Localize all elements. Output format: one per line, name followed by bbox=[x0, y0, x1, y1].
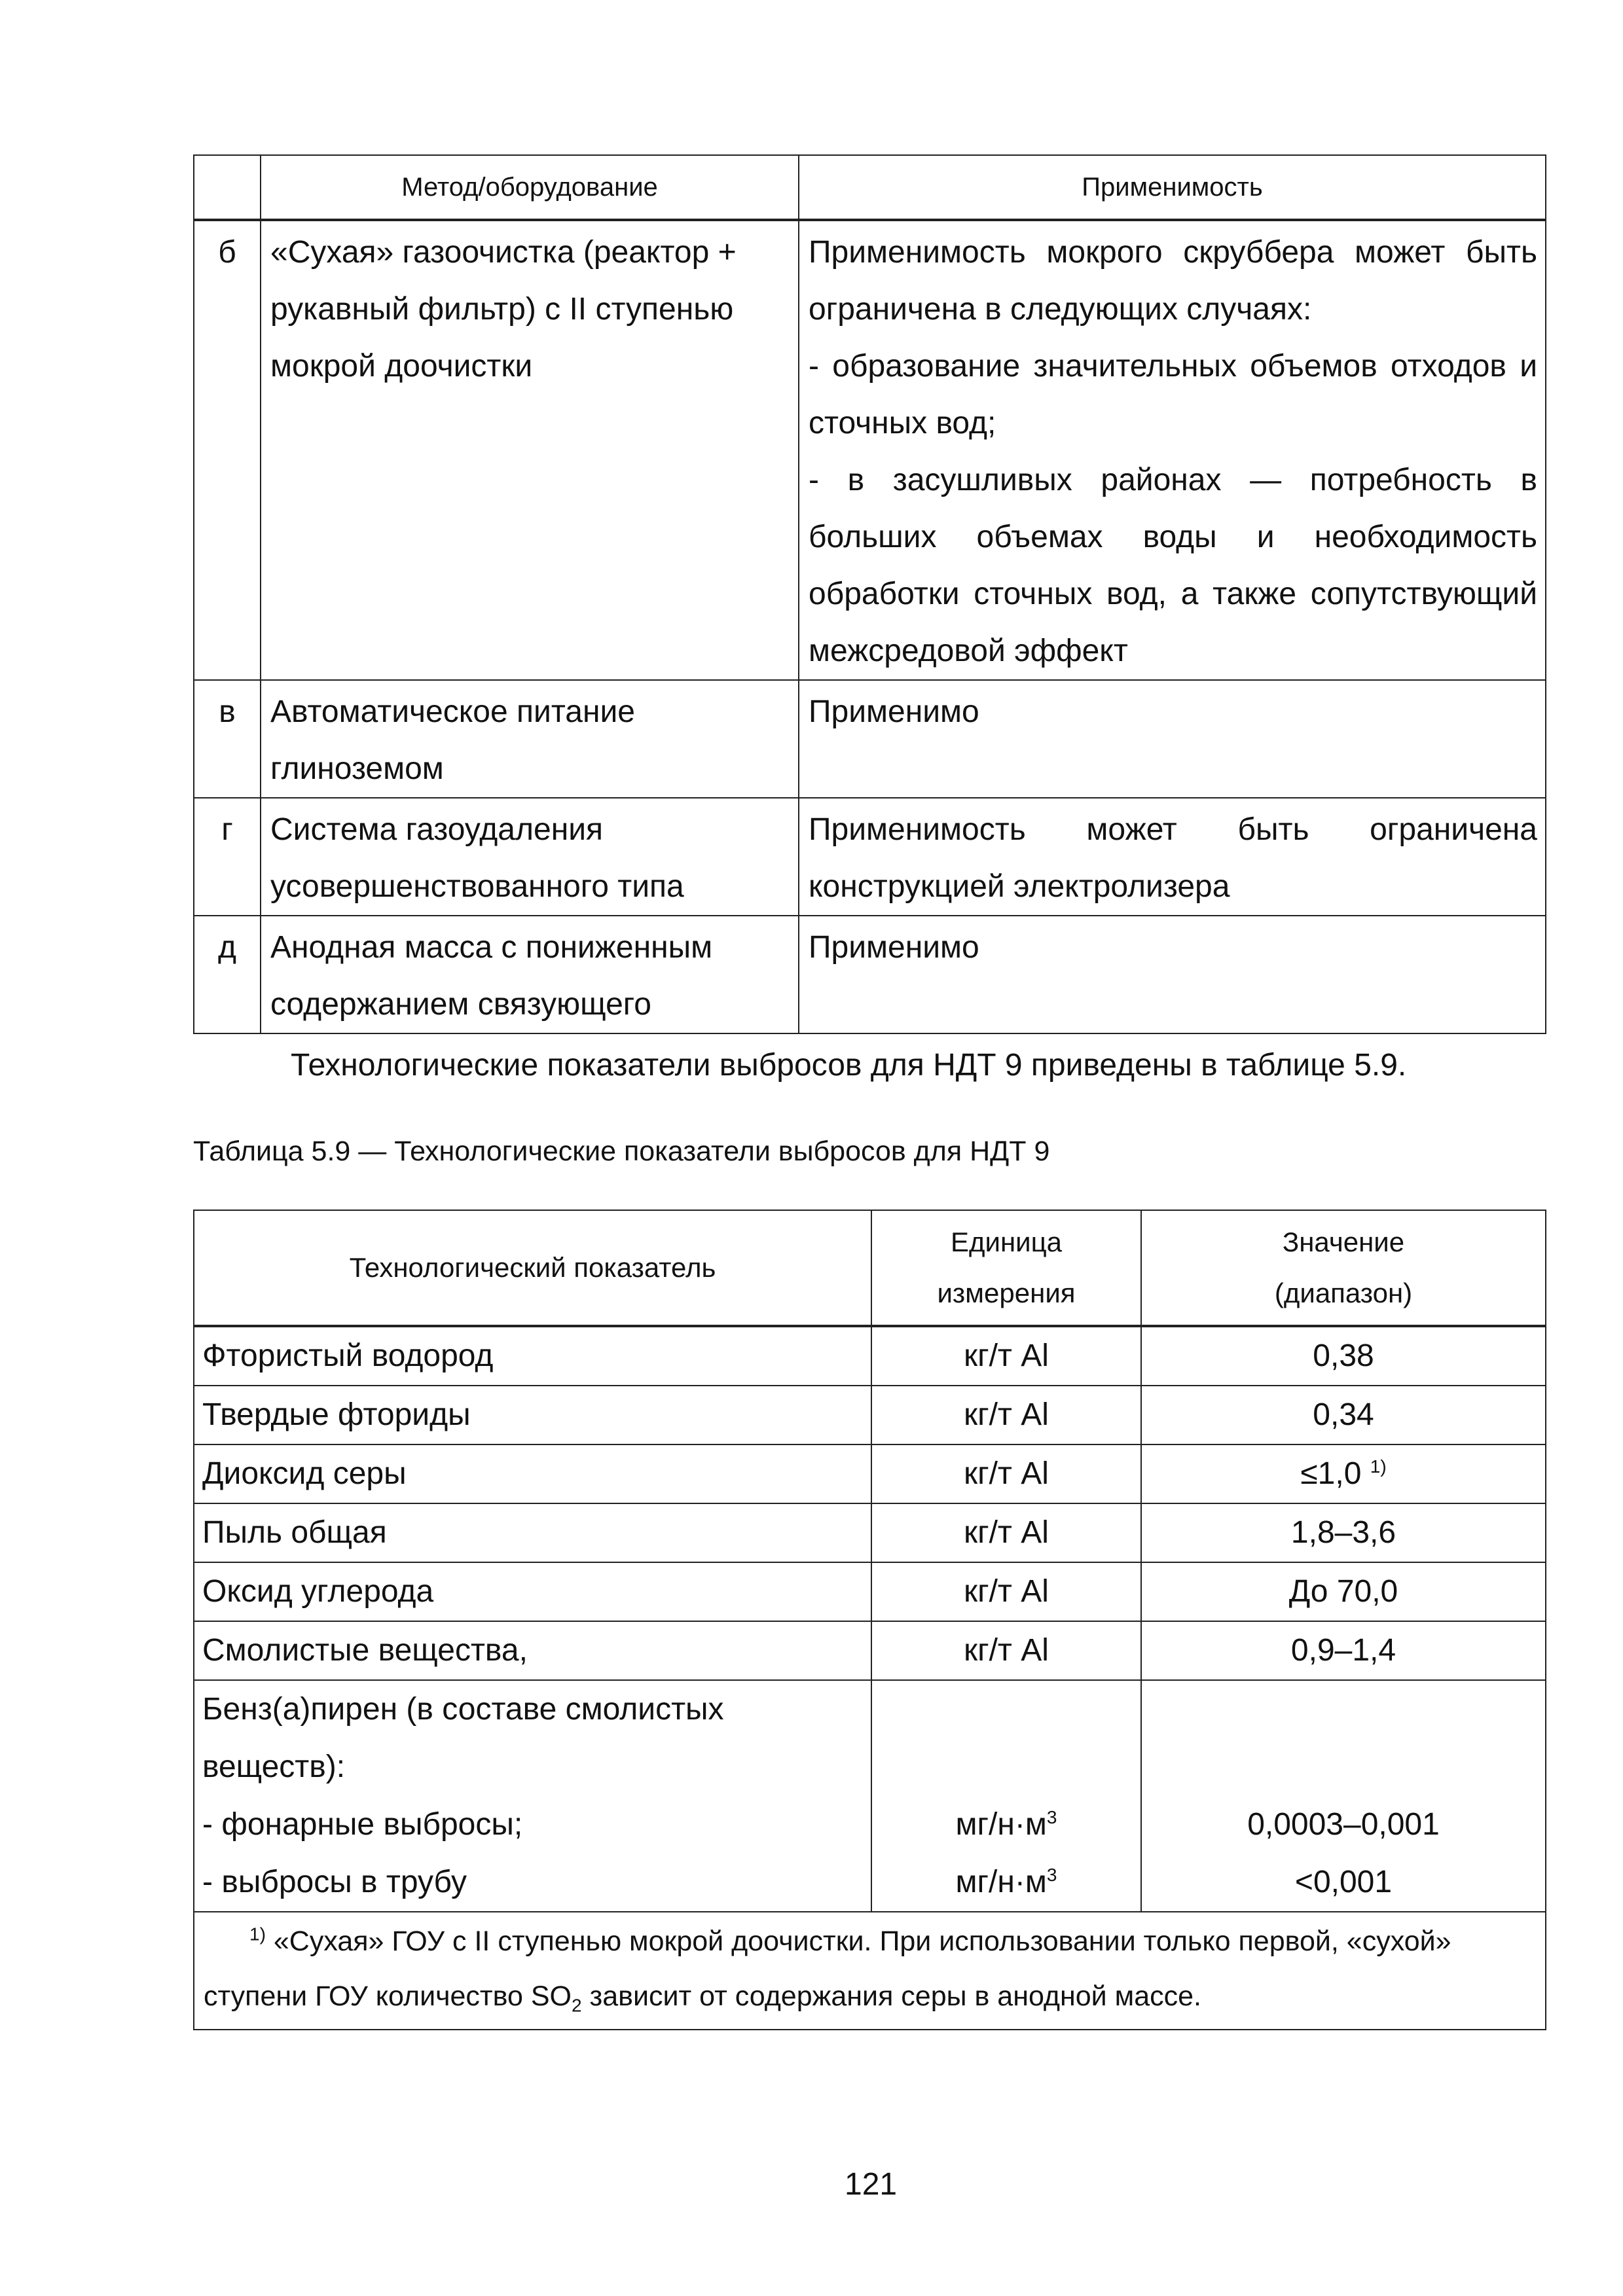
table-row bbox=[194, 220, 1546, 680]
header-unit bbox=[871, 1210, 1141, 1326]
indicator-name: Пыль общая bbox=[194, 1503, 871, 1562]
row-letter: д bbox=[194, 916, 261, 1033]
header-indicator: Технологический показатель bbox=[194, 1210, 871, 1326]
indicator-name: Оксид углерода bbox=[194, 1562, 871, 1621]
indicator-name: Смолистые вещества, bbox=[194, 1621, 871, 1680]
table-row bbox=[194, 1386, 1546, 1444]
indicator-name: Фтористый водород bbox=[194, 1326, 871, 1386]
bap-unit: $мг/н\cdot м^3$ bbox=[955, 1865, 1057, 1899]
applicability-line: - образование значительных объемов отходов и сточных вод; bbox=[809, 349, 1537, 440]
table-row bbox=[194, 1503, 1546, 1562]
bap-item-value: 0,0003–0,001 bbox=[1247, 1807, 1440, 1842]
footnote-mark: 1) bbox=[1370, 1456, 1387, 1477]
row-applicability: Применимость может быть ограничена конструкцией электролизера bbox=[799, 798, 1546, 916]
indicator-unit: кг/т Al bbox=[871, 1562, 1141, 1621]
header-value-line: (диапазон) bbox=[1274, 1278, 1413, 1308]
bap-units bbox=[871, 1680, 1141, 1912]
bap-item-name: - фонарные выбросы; bbox=[202, 1807, 523, 1842]
row-method: «Сухая» газоочистка (реактор + рукавный фильтр) с II ступенью мокрой доочистки bbox=[261, 220, 799, 680]
applicability-line: Применимость мокрого скруббера может быть ограничена в следующих случаях: bbox=[809, 235, 1537, 327]
indicator-unit: кг/т Al bbox=[871, 1326, 1141, 1386]
indicator-value bbox=[1141, 1444, 1546, 1503]
intro-paragraph: Технологические показатели выбросов для НДТ 9 приведены в таблице 5.9. bbox=[291, 1048, 1407, 1083]
table-footnote: $^{1)}$ «Сухая» ГОУ с II ступенью мокрой доочистки. При использовании только первой, «сухой» ступени ГОУ количество $SO_2$ зависит от содержания серы в анодной массе. bbox=[194, 1912, 1546, 2030]
row-applicability: Применимо bbox=[799, 916, 1546, 1033]
header-value-line: Значение bbox=[1282, 1227, 1405, 1257]
header-method: Метод/оборудование bbox=[261, 155, 799, 220]
row-letter: в bbox=[194, 680, 261, 798]
method-applicability-table bbox=[193, 154, 1546, 1034]
value-text: ≤1,0 bbox=[1300, 1456, 1362, 1491]
bap-values bbox=[1141, 1680, 1546, 1912]
table-row bbox=[194, 1562, 1546, 1621]
header-applicability: Применимость bbox=[799, 155, 1546, 220]
table-footnote-row bbox=[194, 1912, 1546, 2030]
bap-item-name: - выбросы в трубу bbox=[202, 1865, 467, 1899]
footnote-mark: 1) bbox=[249, 1924, 266, 1945]
row-method: Анодная масса с пониженным содержанием связующего bbox=[261, 916, 799, 1033]
table-row bbox=[194, 1326, 1546, 1386]
indicator-value: 0,38 bbox=[1141, 1326, 1546, 1386]
bap-names bbox=[194, 1680, 871, 1912]
indicator-name: Твердые фториды bbox=[194, 1386, 871, 1444]
indicator-unit: кг/т Al bbox=[871, 1621, 1141, 1680]
header-unit-line: Единица bbox=[950, 1227, 1063, 1257]
row-method: Автоматическое питание глиноземом bbox=[261, 680, 799, 798]
row-applicability bbox=[799, 220, 1546, 680]
indicator-unit: кг/т Al bbox=[871, 1503, 1141, 1562]
table-row bbox=[194, 798, 1546, 916]
table-row-benzapyrene bbox=[194, 1680, 1546, 1912]
indicator-value: 0,9–1,4 bbox=[1141, 1621, 1546, 1680]
table-header-row bbox=[194, 1210, 1546, 1326]
header-unit-line: измерения bbox=[937, 1278, 1076, 1308]
table-caption: Таблица 5.9 — Технологические показатели выбросов для НДТ 9 bbox=[193, 1136, 1050, 1167]
bap-title: Бенз(а)пирен (в составе смолистых веществ): bbox=[202, 1692, 724, 1784]
table-row bbox=[194, 1444, 1546, 1503]
bap-unit: $мг/н\cdot м^3$ bbox=[955, 1807, 1057, 1842]
row-letter: б bbox=[194, 220, 261, 680]
table-row bbox=[194, 680, 1546, 798]
indicator-value: До 70,0 bbox=[1141, 1562, 1546, 1621]
emission-indicators-table bbox=[193, 1210, 1546, 2030]
header-value bbox=[1141, 1210, 1546, 1326]
table-row bbox=[194, 916, 1546, 1033]
row-applicability: Применимо bbox=[799, 680, 1546, 798]
indicator-value: 0,34 bbox=[1141, 1386, 1546, 1444]
header-letter bbox=[194, 155, 261, 220]
table-row bbox=[194, 1621, 1546, 1680]
page-number: 121 bbox=[845, 2167, 898, 2202]
row-letter: г bbox=[194, 798, 261, 916]
table-header-row bbox=[194, 155, 1546, 220]
indicator-value: 1,8–3,6 bbox=[1141, 1503, 1546, 1562]
row-method: Система газоудаления усовершенствованного типа bbox=[261, 798, 799, 916]
applicability-line: - в засушливых районах — потребность в больших объемах воды и необходимость обработки сточных вод, а также сопутствующий межсредовой эффект bbox=[809, 463, 1537, 668]
indicator-unit: кг/т Al bbox=[871, 1444, 1141, 1503]
indicator-unit: кг/т Al bbox=[871, 1386, 1141, 1444]
bap-item-value: <0,001 bbox=[1294, 1865, 1393, 1899]
indicator-name: Диоксид серы bbox=[194, 1444, 871, 1503]
